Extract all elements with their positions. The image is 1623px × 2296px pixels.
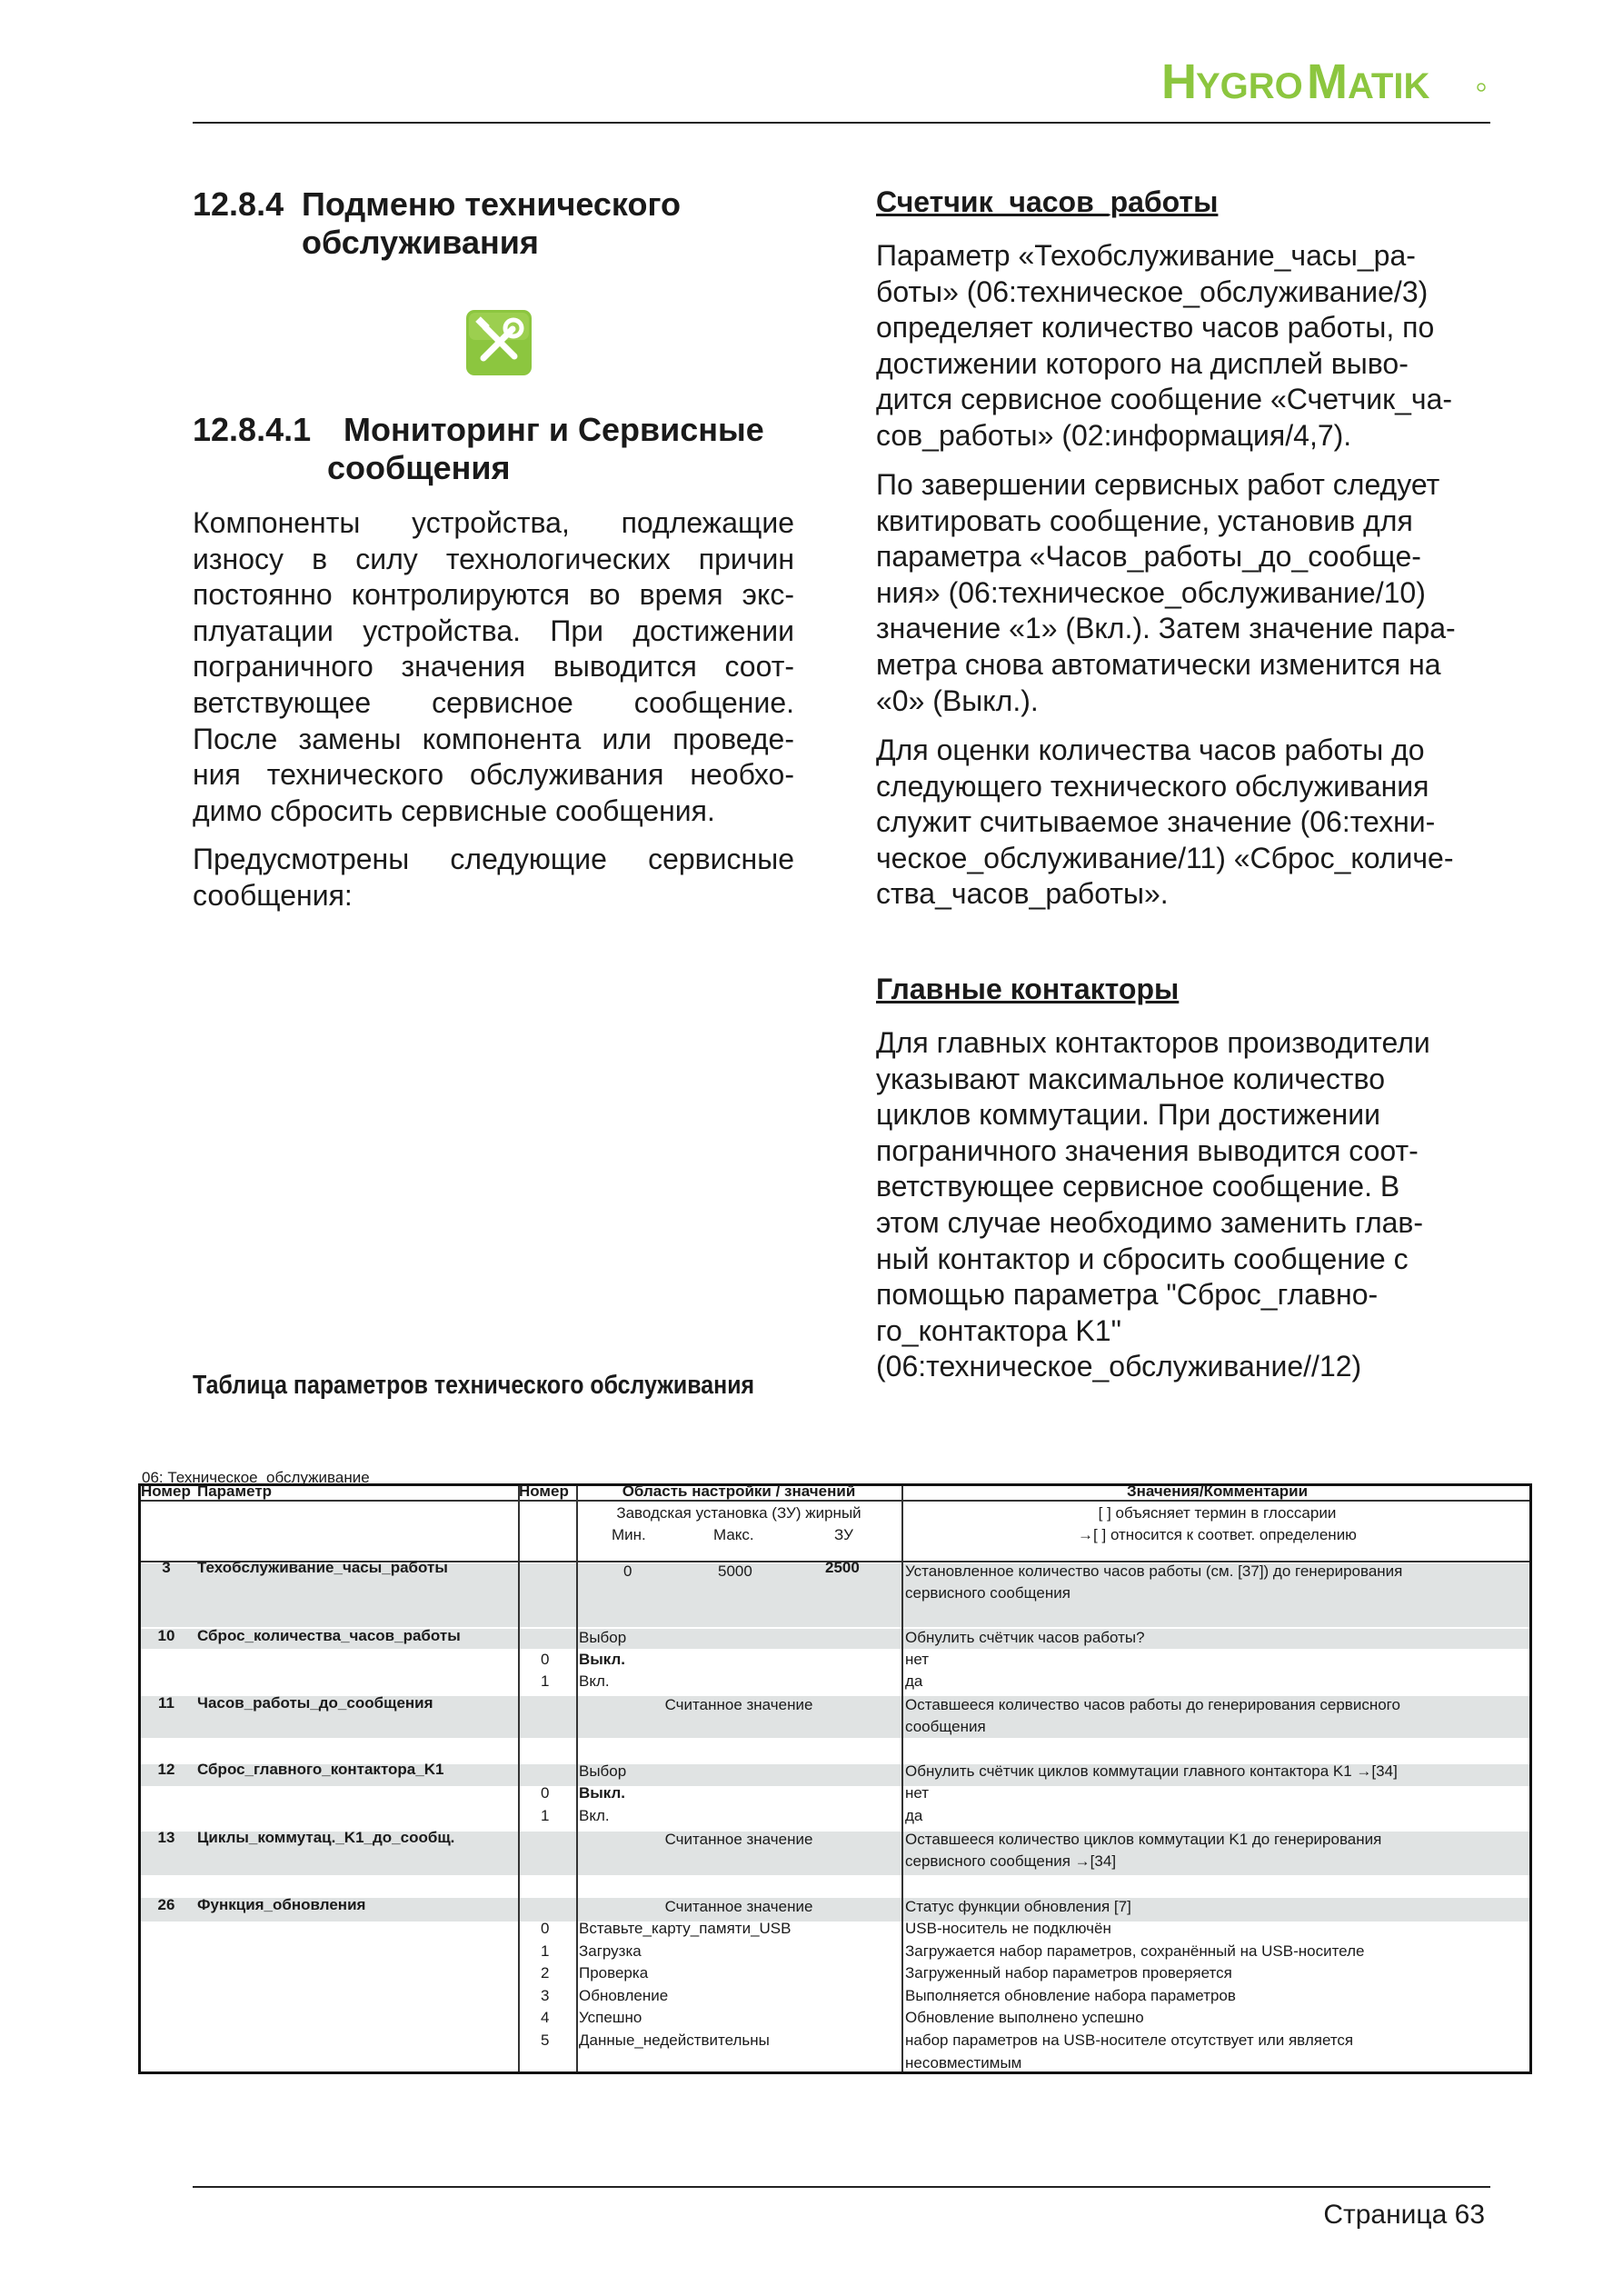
heading-12-8-4: 12.8.4 Подменю технического обслуживания: [193, 185, 681, 261]
paragraph-line: «0» (Выкл.).: [876, 684, 1039, 717]
paragraph-line: ства_часов_работы».: [876, 877, 1169, 911]
svg-text:M: M: [1307, 55, 1348, 107]
col-max: Макс.: [713, 1526, 754, 1543]
paragraph-line: После замены компонента или проведе-: [193, 722, 794, 755]
paragraph-line: пограничного значения выводится соот-: [193, 650, 794, 684]
paragraph-line: ный контактор и сбросить сообщение с: [876, 1242, 1409, 1275]
paragraph-line: сообщения:: [193, 878, 353, 912]
paragraph-line: го_контактора K1": [876, 1313, 1121, 1347]
svg-text:H: H: [1161, 55, 1197, 107]
paragraph-line: боты» (06:техническое_обслуживание/3): [876, 275, 1429, 308]
col-parameter: Параметр: [197, 1482, 273, 1500]
paragraph-line: сов_работы» (02:информация/4,7).: [876, 418, 1352, 452]
paragraph-line: значение «1» (Вкл.). Затем значение пара-: [876, 612, 1456, 645]
paragraph-line: Параметр «Техобслуживание_часы_ра-: [876, 239, 1416, 272]
intro-paragraph: [193, 505, 794, 829]
option-n: 2: [541, 1964, 550, 1982]
paragraph-line: параметра «Часов_работы_до_сообще-: [876, 540, 1421, 574]
operating-hours-paragraph-3: [876, 733, 1494, 913]
paragraph-line: димо сбросить сервисные сообщения.: [193, 794, 715, 827]
factory-setting-note: Заводская установка (ЗУ) жирный: [616, 1504, 861, 1522]
paragraph-line: Для оценки количества часов работы до: [876, 734, 1425, 766]
col-min: Мин.: [612, 1526, 646, 1543]
paragraph-line: износу в силу технологических причин: [193, 542, 794, 575]
paragraph-line: ветствующее сервисное сообщение.: [193, 685, 794, 719]
section-main-contactors: Главные контакторы: [876, 973, 1180, 1005]
option-v: Вставьте_карту_памяти_USB: [579, 1920, 792, 1937]
paragraph-line: По завершении сервисных работ следует: [876, 468, 1440, 501]
col-range: Область настройки / значений: [622, 1482, 856, 1500]
main-contactors-paragraph: [876, 1025, 1494, 1385]
option-v: Обновление: [579, 1986, 669, 2004]
paragraph-line: достижении которого на дисплей выво-: [876, 346, 1409, 380]
section-operating-hours-counter: Счетчик_часов_работы: [876, 185, 1219, 218]
operating-hours-paragraph-2: [876, 467, 1494, 719]
option-v: Успешно: [579, 2009, 642, 2026]
col-values: Значения/Комментарии: [1126, 1482, 1309, 1500]
parameter-table: Номер Параметр Номер Область настройки / значений Заводская установка (ЗУ) жирный Мин. Макс. ЗУ Значения/Комментарии [ ] объясняет термин в глоссарии →[ ] относится к соответ. определению 3 Техобслуживание_часы_работы 0 5000 2500 Установленное количество часов работы (см. [37]) до генерирования сервисного сообщения 10 Сброс_количества_часов_работы Выбор Обнулить счётчик часов работы? 0 Выкл. нет 1 Вкл. да 11 Часов_работы_до_сообщения Считанное значение Оставшееся количество часов работы до генерирования сервисного сообщения 12 Сброс_главного_контактора_K1 Выбор Обнулить счётчик циклов коммутации главного контактора K1 →[34] 0 Выкл. нет 1 Вкл. да 13 Циклы_коммутац._K1_до_сообщ. Считанное значение Оставшееся количество циклов коммутации K1 до генерирования сервисного сообщения →[34] 26 Функция_обновления Считанное значение Статус функции обновления [7] 0 Вставьте_карту_памяти_USB USB-носитель не подключён 1 Загрузка Загружается набор параметров, сохранённый на USB-носителе 2 Проверка Загруженный набор параметров проверяется 3 Обновление Выполняется обновление набора параметров 4 Успешно Обновление выполнено успешно 5 Данные_недействительны набор параметров на USB-носителе отсутствует или является несовместимым: [138, 1483, 1532, 2074]
option-v: Проверка: [579, 1964, 649, 1982]
paragraph-line: этом случае необходимо заменить глав-: [876, 1205, 1424, 1239]
operating-hours-paragraph-1: [876, 238, 1494, 454]
paragraph-line: ния» (06:техническое_обслуживание/10): [876, 575, 1426, 609]
paragraph-line: (06:техническое_обслуживание//12): [876, 1350, 1362, 1383]
option-n: 1: [541, 1942, 550, 1960]
paragraph-line: Предусмотрены следующие сервисные: [193, 843, 794, 875]
paragraph-line: указывают максимальное количество: [876, 1062, 1385, 1095]
option-c: USB-носитель не подключён: [905, 1920, 1111, 1937]
option-n: 3: [541, 1986, 550, 2004]
col-number: Номер: [141, 1482, 191, 1500]
glossary-note: [ ] объясняет термин в глоссарии: [1098, 1504, 1337, 1522]
paragraph-line: определяет количество часов работы, по: [876, 311, 1435, 344]
option-c: Обновление выполнено успешно: [905, 2009, 1144, 2026]
paragraph-line: помощью параметра "Сброс_главно-: [876, 1278, 1379, 1312]
table-title: 06: Техническое_обслуживание: [142, 1469, 370, 1486]
reference-note: →[ ] относится к соответ. определению: [1078, 1526, 1357, 1543]
service-messages-paragraph: [193, 842, 794, 913]
heading-12-8-4-1: 12.8.4.1 Мониторинг и Сервисные сообщения: [193, 411, 764, 486]
option-v: Загрузка: [579, 1942, 642, 1960]
paragraph-line: дится сервисное сообщение «Счетчик_ча-: [876, 383, 1453, 416]
option-c: набор параметров на USB-носителе отсутствует или является: [905, 2031, 1354, 2049]
svg-text:YGRO: YGRO: [1196, 66, 1303, 106]
svg-text:ATIK: ATIK: [1348, 66, 1430, 106]
footer-rule: [193, 2186, 1490, 2188]
paragraph-line: ветствующее сервисное сообщение. В: [876, 1170, 1400, 1203]
option-n: 0: [541, 1920, 550, 1937]
paragraph-line: циклов коммутации. При достижении: [876, 1098, 1380, 1132]
header-rule: [193, 122, 1490, 124]
paragraph-line: метра снова автоматически изменится на: [876, 647, 1441, 681]
option-c: Выполняется обновление набора параметров: [905, 1986, 1236, 2004]
option-v: Данные_недействительны: [579, 2031, 770, 2049]
hygromatik-logo: [1161, 53, 1489, 107]
paragraph-line: Компоненты устройства, подлежащие: [193, 506, 794, 539]
col-factory: ЗУ: [834, 1526, 853, 1543]
paragraph-line: ния технического обслуживания необхо-: [193, 758, 794, 792]
option-c: Загруженный набор параметров проверяется: [905, 1964, 1232, 1982]
paragraph-line: пограничного значения выводится соот-: [876, 1133, 1419, 1167]
option-c: Загружается набор параметров, сохранённый на USB-носителе: [905, 1942, 1365, 1960]
table-caption: Таблица параметров технического обслуживания: [193, 1371, 755, 1400]
option-n: 5: [541, 2031, 550, 2049]
paragraph-line: служит считываемое значение (06:техни-: [876, 805, 1436, 839]
paragraph-line: следующего технического обслуживания: [876, 769, 1429, 803]
col-number-2: Номер: [519, 1482, 569, 1500]
page-number: Страница 63: [1323, 2200, 1485, 2230]
paragraph-line: квитировать сообщение, установив для: [876, 504, 1413, 537]
paragraph-line: постоянно контролируются во время экс-: [193, 578, 794, 612]
paragraph-line: ческое_обслуживание/11) «Сброс_количе-: [876, 841, 1454, 874]
wrench-screwdriver-icon: [465, 309, 533, 376]
option-n: 4: [541, 2009, 550, 2026]
paragraph-line: Для главных контакторов производители: [876, 1026, 1430, 1059]
paragraph-line: плуатации устройства. При достижении: [193, 614, 794, 647]
